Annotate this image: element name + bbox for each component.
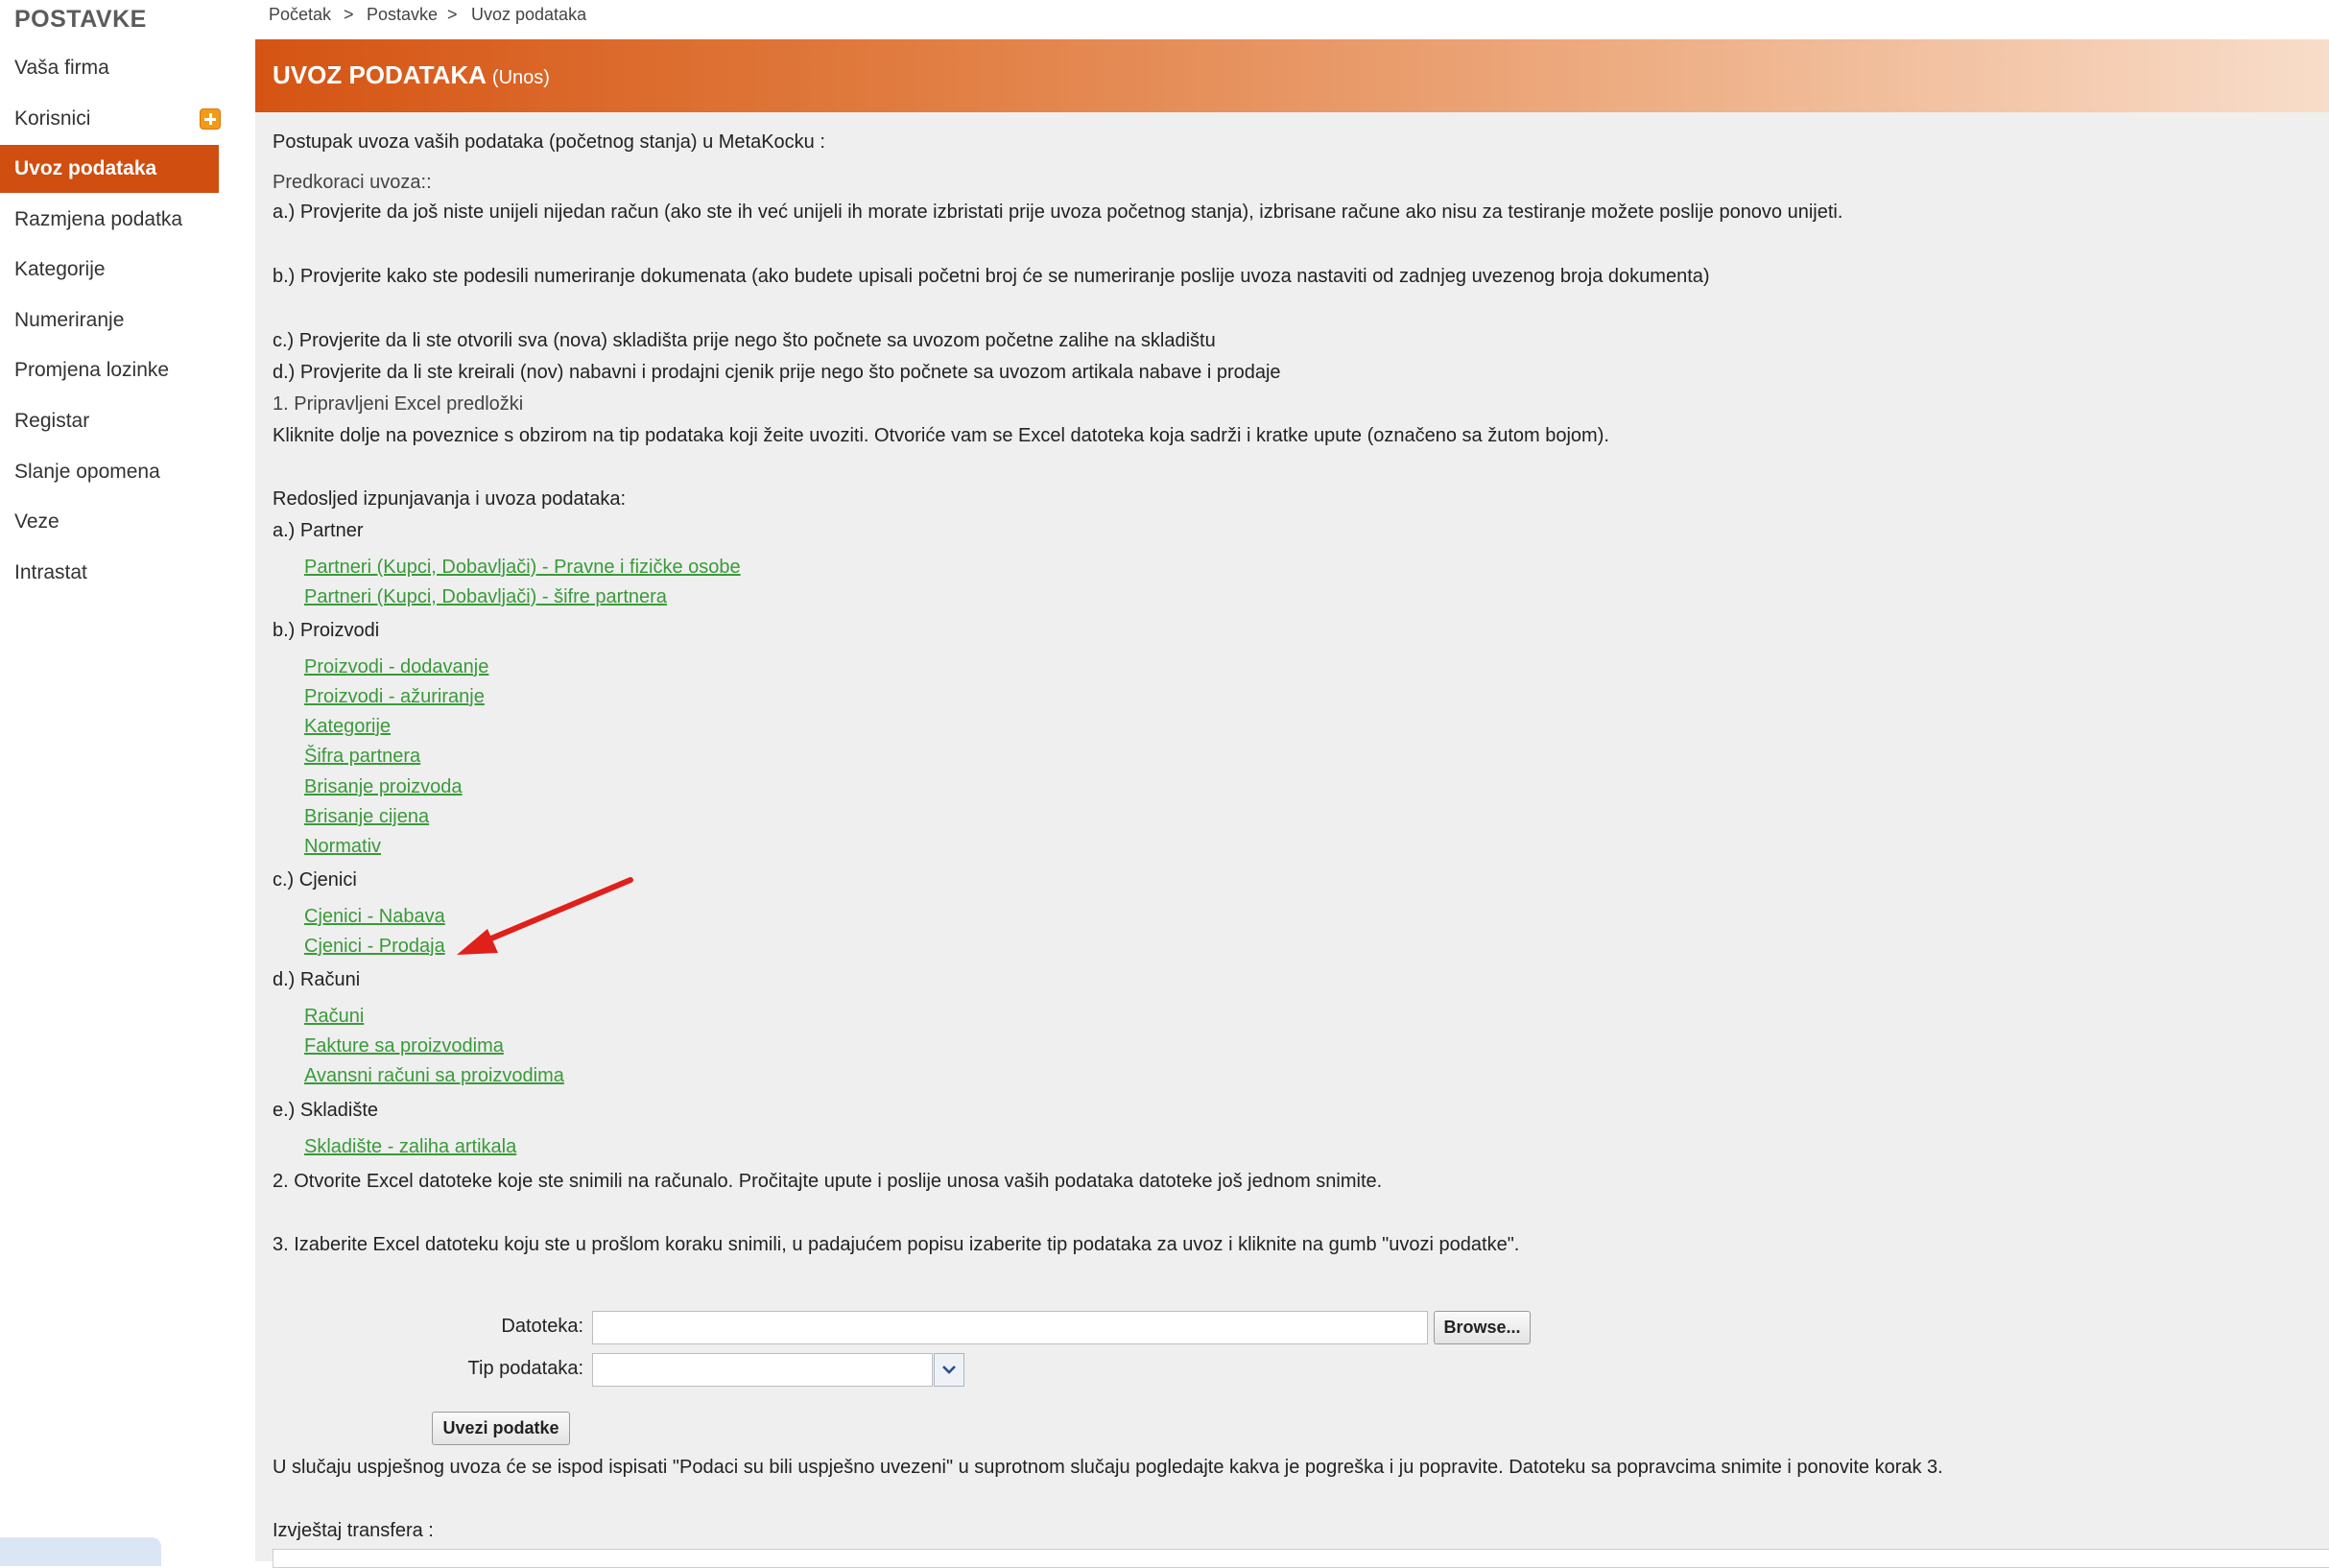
sidebar-item-vasa-firma[interactable]: Vaša firma: [14, 57, 109, 79]
report-label: Izvještaj transfera :: [273, 1520, 434, 1541]
step1-desc: Kliknite dolje na poveznice s obzirom na tip podataka koji žeite uvoziti. Otvoriće vam se Excel datoteka koja sadrži i kratke upute (označeno sa žutom bojom).: [273, 425, 1609, 446]
sidebar: [0, 0, 254, 1561]
page-header: [255, 39, 2329, 112]
link-skladiste-zaliha[interactable]: Skladište - zaliha artikala: [304, 1136, 517, 1157]
link-cjenici-prodaja[interactable]: Cjenici - Prodaja: [304, 936, 445, 957]
link-sifra-partnera[interactable]: Šifra partnera: [304, 746, 421, 767]
breadcrumb-separator: >: [447, 5, 458, 24]
type-label: Tip podataka:: [467, 1358, 583, 1379]
sidebar-item-kategorije[interactable]: Kategorije: [14, 258, 106, 280]
breadcrumb-pocetak[interactable]: Početak: [269, 5, 332, 24]
step1-title: 1. Pripravljeni Excel predložki: [273, 393, 524, 415]
step2-text: 2. Otvorite Excel datoteke koje ste snimili na računalo. Pročitajte upute i poslije unosa vaših podataka datoteke još jednom snimite.: [273, 1171, 1383, 1192]
pre-steps-title: Predkoraci uvoza::: [273, 172, 432, 193]
sidebar-item-promjena-lozinke[interactable]: Promjena lozinke: [14, 359, 170, 381]
uvezi-podatke-button[interactable]: Uvezi podatke: [432, 1412, 570, 1445]
group-cjenici: c.) Cjenici: [273, 869, 357, 891]
page-title-text: UVOZ PODATAKA: [273, 60, 487, 89]
red-arrow-icon: [441, 868, 643, 964]
pre-step-d: d.) Provjerite da li ste kreirali (nov) nabavni i prodajni cjenik prije nego što počnete sa uvozom artikala nabave i prodaje: [273, 362, 1281, 383]
bottom-tab[interactable]: [0, 1537, 161, 1566]
sidebar-title: POSTAVKE: [14, 6, 147, 33]
pre-step-b: b.) Provjerite kako ste podesili numeriranje dokumenata (ako budete upisali početni broj će se numeriranje poslije uvoza nastaviti od zadnjeg uvezenog broja dokumenta): [273, 266, 1710, 287]
report-output: [273, 1549, 2329, 1568]
group-racuni: d.) Računi: [273, 969, 361, 990]
link-proizvodi-azuriranje[interactable]: Proizvodi - ažuriranje: [304, 686, 485, 707]
sidebar-item-korisnici[interactable]: Korisnici: [14, 107, 91, 130]
select-dropdown-button[interactable]: [934, 1353, 964, 1387]
intro-text: Postupak uvoza vaših podataka (početnog stanja) u MetaKocku :: [273, 131, 825, 153]
link-partneri-sifre[interactable]: Partneri (Kupci, Dobavljači) - šifre partnera: [304, 586, 667, 607]
link-kategorije[interactable]: Kategorije: [304, 716, 392, 737]
success-note: U slučaju uspješnog uvoza će se ispod ispisati "Podaci su bili uspješno uvezeni" u suprotnom slučaju pogledajte kakva je pogreška i ju popravite. Datoteku sa popravcima snimite i ponovite korak 3.: [273, 1457, 1943, 1478]
sidebar-item-registar[interactable]: Registar: [14, 410, 90, 432]
link-brisanje-proizvoda[interactable]: Brisanje proizvoda: [304, 776, 463, 797]
type-select[interactable]: [592, 1353, 933, 1387]
pre-step-a: a.) Provjerite da još niste unijeli nijedan račun (ako ste ih već unijeli ih morate izbristati prije uvoza početnog stanja), izbrisane račune ako nisu za testiranje možete poslije ponovo unijeti.: [273, 202, 1843, 223]
page-title: [273, 60, 550, 90]
sidebar-item-veze[interactable]: Veze: [14, 511, 59, 533]
breadcrumb-postavke[interactable]: Postavke: [367, 5, 439, 24]
sidebar-item-intrastat[interactable]: Intrastat: [14, 561, 87, 583]
link-partneri-osobe[interactable]: Partneri (Kupci, Dobavljači) - Pravne i fizičke osobe: [304, 557, 741, 578]
sidebar-item-uvoz-podataka[interactable]: Uvoz podataka: [0, 145, 219, 193]
browse-button[interactable]: Browse...: [1434, 1311, 1531, 1344]
breadcrumb-separator: >: [344, 5, 354, 24]
link-racuni[interactable]: Računi: [304, 1006, 365, 1027]
step3-text: 3. Izaberite Excel datoteku koju ste u prošlom koraku snimili, u padajućem popisu izaberite tip podataka za uvoz i kliknite na gumb "uvozi podatke".: [273, 1234, 1520, 1255]
file-label: Datoteka:: [501, 1316, 583, 1337]
link-brisanje-cijena[interactable]: Brisanje cijena: [304, 806, 430, 827]
link-proizvodi-dodavanje[interactable]: Proizvodi - dodavanje: [304, 656, 489, 677]
plus-icon[interactable]: [200, 108, 221, 130]
link-avansni-racuni[interactable]: Avansni računi sa proizvodima: [304, 1065, 564, 1086]
breadcrumb-current: Uvoz podataka: [471, 5, 587, 24]
group-partner: a.) Partner: [273, 520, 364, 541]
sidebar-item-razmjena-podatka[interactable]: Razmjena podatka: [14, 208, 183, 230]
sidebar-item-numeriranje[interactable]: Numeriranje: [14, 309, 125, 331]
page-subtitle: (Unos): [491, 67, 550, 88]
sidebar-item-slanje-opomena[interactable]: Slanje opomena: [14, 461, 160, 483]
link-cjenici-nabava[interactable]: Cjenici - Nabava: [304, 906, 445, 927]
pre-step-c: c.) Provjerite da li ste otvorili sva (nova) skladišta prije nego što počnete sa uvozom početne zalihe na skladištu: [273, 330, 1216, 351]
order-title: Redosljed izpunjavanja i uvoza podataka:: [273, 488, 627, 510]
breadcrumb: [255, 0, 2329, 39]
file-input[interactable]: [592, 1311, 1428, 1344]
link-normativ[interactable]: Normativ: [304, 836, 382, 857]
link-fakture[interactable]: Fakture sa proizvodima: [304, 1035, 504, 1057]
chevron-down-icon: [942, 1365, 956, 1374]
group-proizvodi: b.) Proizvodi: [273, 620, 380, 641]
group-skladiste: e.) Skladište: [273, 1100, 379, 1121]
